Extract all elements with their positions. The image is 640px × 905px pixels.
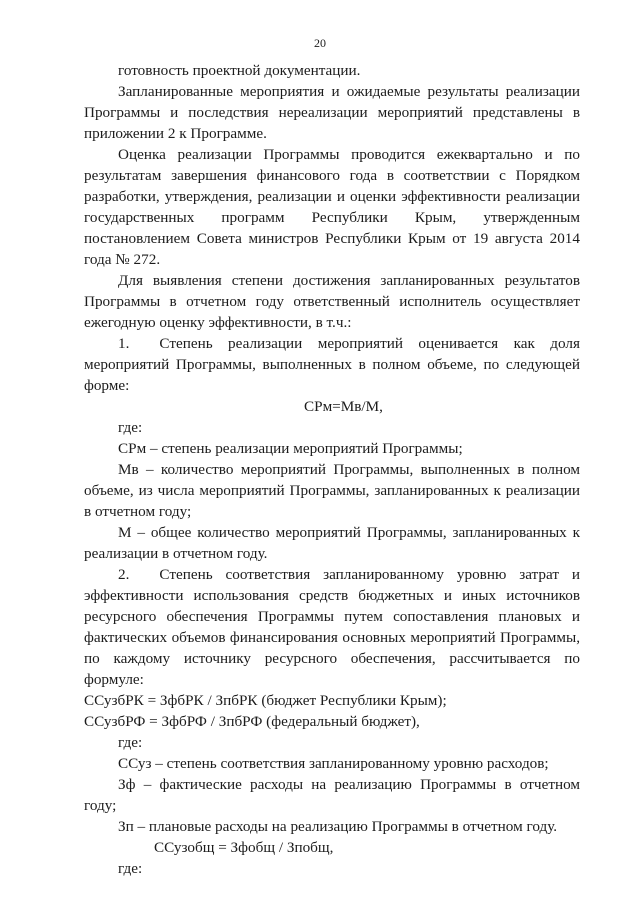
paragraph-evaluation-order: Оценка реализации Программы проводится ежеквартально и по результатам завершения финансового года в соответствии с Порядком разработки, утверждения, реализации и оценки эффективности реализации государственных программ Республики Крым, утвержденным постановлением Совета министров Республики Крым от 19 августа 2014 года № 272. xyxy=(84,146,580,268)
list-item-1-number: 1. xyxy=(118,335,130,352)
list-item-2-text: Степень соответствия запланированному уровню затрат и эффективности использования средств бюджетных и иных источников ресурсного обеспечения Программы путем сопоставления плановых и фактических объемов финансирования основных мероприятий Программы, по каждому источнику ресурсного обеспечения, рассчитывается по формуле: xyxy=(84,566,580,688)
list-item-2-number: 2. xyxy=(118,566,130,583)
page-number: 20 xyxy=(314,36,326,50)
definition-mv: Мв – количество мероприятий Программы, выполненных в полном объеме, из числа мероприятий Программы, запланированных к реализации в отчетном году; xyxy=(84,461,580,520)
definition-ssuz: ССуз – степень соответствия запланированному уровню расходов; xyxy=(118,755,549,772)
paragraph-effectiveness-intro: Для выявления степени достижения запланированных результатов Программы в отчетном году ответственный исполнитель осуществляет ежегодную оценку эффективности, в т.ч.: xyxy=(84,272,580,331)
where-label-3: где: xyxy=(118,860,143,877)
list-item-2 xyxy=(84,564,580,690)
definition-m: М – общее количество мероприятий Программы, запланированных к реализации в отчетном году. xyxy=(84,524,580,562)
paragraph-planned-measures: Запланированные мероприятия и ожидаемые результаты реализации Программы и последствия нереализации мероприятий представлены в приложении 2 к Программе. xyxy=(84,83,580,142)
definition-zp: Зп – плановые расходы на реализацию Программы в отчетном году. xyxy=(118,818,558,835)
formula-ssuz-rk: ССузбРК = ЗфбРК / ЗпбРК (бюджет Республики Крым); xyxy=(84,692,447,709)
list-item-1 xyxy=(84,333,580,396)
formula-ssuz-total: ССузобщ = Зфобщ / Зпобщ, xyxy=(154,839,334,856)
page-content xyxy=(84,60,580,879)
formula-ssuz-rf: ССузбРФ = ЗфбРФ / ЗпбРФ (федеральный бюджет), xyxy=(84,713,420,730)
definition-srm: СРм – степень реализации мероприятий Программы; xyxy=(118,440,463,457)
where-label-2: где: xyxy=(118,734,143,751)
list-item-1-text: Степень реализации мероприятий оценивается как доля мероприятий Программы, выполненных в полном объеме, по следующей форме: xyxy=(84,335,580,394)
where-label-1: где: xyxy=(118,419,143,436)
paragraph-project-docs: готовность проектной документации. xyxy=(118,62,361,79)
formula-srm: СРм=Мв/М, xyxy=(304,398,383,415)
definition-zf: Зф – фактические расходы на реализацию Программы в отчетном году; xyxy=(84,776,580,814)
